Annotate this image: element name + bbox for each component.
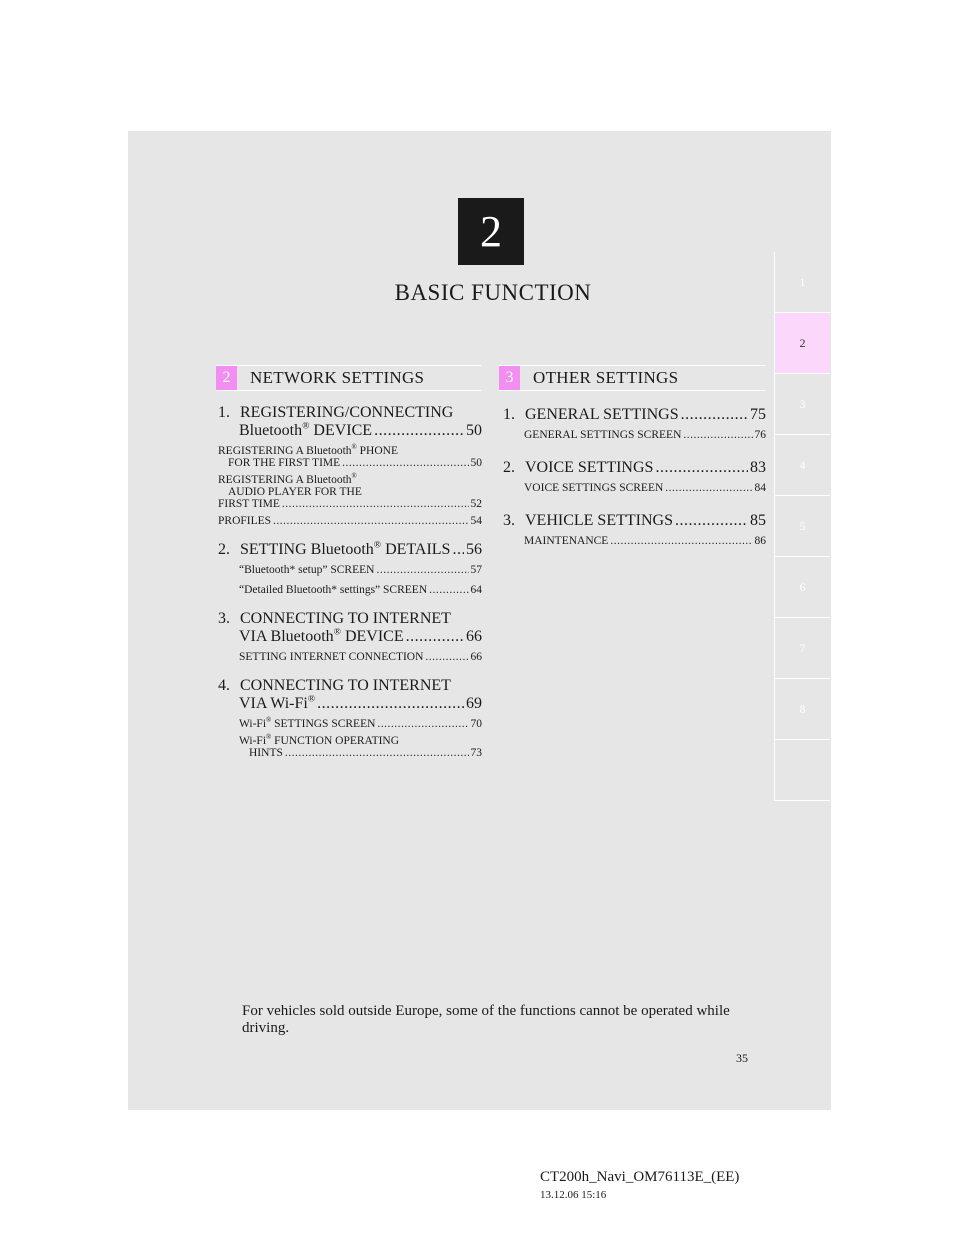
toc-subentry-title: SETTING INTERNET CONNECTION: [239, 651, 424, 663]
toc-entry-number: 2.: [218, 541, 230, 558]
toc-entry-title: DETAILS: [381, 541, 451, 558]
toc-subentry-title: PROFILES: [218, 515, 272, 527]
toc-subentry-title: Wi-Fi: [239, 718, 267, 730]
toc-subentry-title: Wi-Fi: [239, 735, 267, 747]
toc-entry-title: SETTING Bluetooth: [240, 541, 374, 558]
chapter-number-box: [458, 198, 524, 265]
toc-subentry[interactable]: [218, 584, 482, 596]
toc-subentry-title: MAINTENANCE: [524, 535, 609, 547]
side-tab-4[interactable]: 4: [774, 435, 830, 496]
chapter-title: BASIC FUNCTION: [394, 280, 592, 305]
toc-entry-title: CONNECTING TO INTERNET: [240, 677, 451, 694]
toc-entry-title: VOICE SETTINGS: [525, 459, 654, 476]
registered-mark: ®: [307, 693, 316, 705]
toc-entry-title: VIA Bluetooth: [239, 628, 334, 645]
toc-entry-title: VIA Wi-Fi: [239, 695, 308, 712]
driving-notice: For vehicles sold outside Europe, some of the functions cannot be operated while driving.: [242, 1003, 730, 1036]
toc-page-number: 66: [466, 628, 482, 645]
toc-entry-title: DEVICE: [309, 422, 373, 439]
toc-subentry[interactable]: [218, 515, 482, 527]
toc-entry-number: 2.: [503, 459, 515, 476]
side-tab-7[interactable]: 7: [774, 618, 830, 679]
toc-page-number: 50: [466, 422, 482, 439]
toc-entry-title: GENERAL SETTINGS: [525, 406, 679, 423]
toc-page-number: 69: [466, 695, 482, 712]
toc-page-number: 52: [470, 498, 482, 510]
toc-subentry-title: GENERAL SETTINGS SCREEN: [524, 429, 682, 441]
section-title: NETWORK SETTINGS: [250, 368, 425, 387]
toc-entry-number: 3.: [503, 512, 515, 529]
toc-page-number: 50: [470, 457, 482, 469]
toc-entry-number: 1.: [218, 404, 230, 421]
toc-subentry[interactable]: [218, 445, 482, 469]
side-tab-1[interactable]: 1: [774, 252, 830, 313]
toc-subentry-title: FOR THE FIRST TIME: [228, 457, 341, 469]
toc-page-number: 84: [754, 482, 766, 494]
toc-right-column: [503, 406, 766, 557]
registered-mark: ®: [333, 626, 341, 638]
toc-entry[interactable]: [503, 406, 766, 441]
section-title: OTHER SETTINGS: [533, 368, 679, 387]
side-tabs: [774, 252, 830, 801]
toc-entry-number: 1.: [503, 406, 515, 423]
toc-entry[interactable]: [218, 677, 482, 759]
toc-subentry[interactable]: [218, 474, 482, 510]
side-tab-8[interactable]: 8: [774, 679, 830, 740]
toc-entry-title: CONNECTING TO INTERNET: [240, 610, 451, 627]
toc-subentry[interactable]: [503, 535, 766, 547]
section-header-other: [499, 365, 765, 391]
side-tab-2[interactable]: 2: [774, 313, 830, 374]
toc-page-number: 57: [470, 564, 482, 576]
toc-subentry-title: REGISTERING A Bluetooth: [218, 445, 352, 457]
toc-subentry[interactable]: [503, 482, 766, 494]
side-tab-blank[interactable]: [774, 740, 830, 801]
side-tab-3[interactable]: 3: [774, 374, 830, 435]
toc-entry-title: VEHICLE SETTINGS: [525, 512, 673, 529]
chapter-number: 2: [480, 207, 502, 256]
print-timestamp: 13.12.06 15:16: [540, 1189, 607, 1201]
toc-entry-number: 4.: [218, 677, 230, 694]
toc-page-number: 83: [750, 459, 766, 476]
registered-mark: ®: [351, 473, 357, 481]
toc-subentry-title: HINTS: [249, 747, 283, 759]
toc-entry[interactable]: [503, 512, 766, 547]
toc-page-number: 75: [750, 406, 766, 423]
toc-entry[interactable]: [503, 459, 766, 494]
toc-page-number: 76: [754, 429, 766, 441]
toc-page-number: 56: [466, 541, 482, 558]
toc-entry-title: Bluetooth: [239, 422, 303, 439]
toc-page-number: 73: [470, 747, 482, 759]
toc-page-number: 86: [754, 535, 766, 547]
toc-subentry-title: VOICE SETTINGS SCREEN: [524, 482, 664, 494]
side-tab-5[interactable]: 5: [774, 496, 830, 557]
section-number: 3: [499, 366, 520, 390]
toc-subentry-title: FIRST TIME: [218, 498, 280, 510]
toc-entry[interactable]: [218, 404, 482, 527]
toc-subentry-title: “Detailed Bluetooth* settings” SCREEN: [239, 584, 428, 596]
registered-mark: ®: [266, 734, 272, 742]
registered-mark: ®: [351, 444, 357, 452]
toc-subentry-title: FUNCTION OPERATING: [271, 735, 400, 747]
toc-page-number: 85: [750, 512, 766, 529]
section-number: 2: [216, 366, 237, 390]
toc-page-number: 54: [470, 515, 482, 527]
toc-page-number: 70: [470, 718, 482, 730]
toc-subentry[interactable]: [218, 651, 482, 663]
toc-subentry[interactable]: [218, 564, 482, 576]
toc-subentry[interactable]: [503, 429, 766, 441]
registered-mark: ®: [302, 420, 310, 432]
page-number: 35: [736, 1051, 748, 1065]
toc-subentry[interactable]: [218, 718, 482, 730]
toc-entry-title: DEVICE: [340, 628, 404, 645]
registered-mark: ®: [373, 539, 382, 551]
toc-subentry[interactable]: [218, 735, 482, 759]
side-tab-6[interactable]: 6: [774, 557, 830, 618]
toc-subentry-title: PHONE: [356, 445, 398, 457]
toc-subentry-title: SETTINGS SCREEN: [271, 718, 376, 730]
toc-subentry-title: REGISTERING A Bluetooth: [218, 474, 352, 486]
toc-subentry-title: “Bluetooth* setup” SCREEN: [239, 564, 375, 576]
toc-entry[interactable]: [218, 541, 482, 596]
toc-left-column: [218, 404, 482, 769]
document-id: CT200h_Navi_OM76113E_(EE): [540, 1169, 740, 1185]
section-header-network: [216, 365, 481, 391]
toc-entry[interactable]: [218, 610, 482, 663]
toc-entry-number: 3.: [218, 610, 230, 627]
toc-page-number: 66: [470, 651, 482, 663]
toc-subentry-title: AUDIO PLAYER FOR THE: [228, 486, 362, 498]
registered-mark: ®: [266, 717, 272, 725]
toc-page-number: 64: [470, 584, 482, 596]
toc-entry-title: REGISTERING/CONNECTING: [240, 404, 454, 421]
